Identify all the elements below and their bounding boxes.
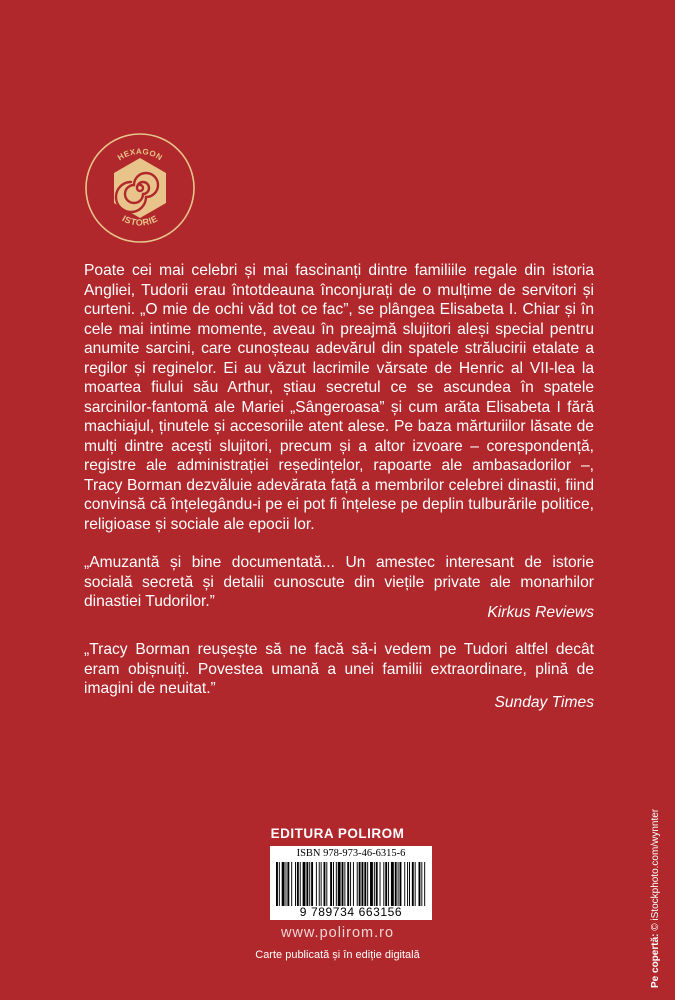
book-description: Poate cei mai celebri și mai fascinanți dintre familiile regale din istoria Angliei, Tudorii erau întotdeauna înconjurați de o mulțime de servitori și curteni. „O mie de ochi văd tot ce fac”, se plângea Elisabeta I. Chiar și în cele mai intime momente, aveau în preajmă slujitori aleși special pentru anumite sarcini, care cunoșteau adevărul din spatele strălucirii etalate a regilor și reginelor. Ei au văzut lacrimile vărsate de Henric al VII-lea la moartea fiului său Arthur, știau secretul ce se ascundea în spatele sarcinilor-fantomă ale Mariei „Sângeroasa” și cum arăta Elisabeta I fără machiajul, ținutele și accesoriile atent alese. Pe baza mărturiilor lăsate de mulți dintre acești slujitori, precum și a altor izvoare – corespondență, registre ale administrației reședințelor, rapoarte ale ambasadorilor –, Tracy Borman dezvăluie adevărata față a membrilor celebrei dinastii, fiind convinsă că înțelegându-i pe ei pot fi înțelese pe deplin tulburările politice, religioase și sociale ale epocii lor. xyxy=(84,262,594,533)
barcode-bar xyxy=(309,862,310,906)
barcode-bar xyxy=(404,862,405,906)
barcode-bar xyxy=(385,862,387,906)
barcode-bar xyxy=(336,862,337,906)
barcode-bar xyxy=(338,862,341,906)
barcode-bar xyxy=(383,862,384,906)
cover-credit xyxy=(650,809,661,988)
review-source-1: Kirkus Reviews xyxy=(487,604,594,621)
cover-credit-text: © iStockphoto.com/wynnter xyxy=(650,808,661,931)
barcode-bar xyxy=(421,862,422,906)
barcode-bar xyxy=(388,862,389,906)
barcode-bar xyxy=(357,862,358,906)
digital-edition-note: Carte publicată și în ediție digitală xyxy=(255,949,420,961)
barcode-bar xyxy=(364,862,366,906)
barcode-bar xyxy=(359,862,361,906)
hexagon-logo-icon xyxy=(84,132,196,244)
barcode-bar xyxy=(400,862,402,906)
review-source-2: Sunday Times xyxy=(494,694,594,711)
barcode-bar xyxy=(342,862,344,906)
review-quote-2: „Tracy Borman reușește să ne facă să-i vedem pe Tudori altfel decât eram obișnuiți. Povestea umană a unei familii extraordinare, plină de imagini de neuitat.” xyxy=(84,641,594,697)
isbn-text: ISBN 978-973-46-6315-6 xyxy=(296,848,406,859)
barcode-bar xyxy=(330,862,332,906)
barcode-bar xyxy=(398,862,399,906)
barcode-bar xyxy=(419,862,421,906)
barcode-bar xyxy=(321,862,322,906)
barcode-bar xyxy=(326,862,327,906)
publisher-name: EDITURA POLIROM xyxy=(270,826,405,841)
review-quote-1: „Amuzantă și bine documentată... Un amestec interesant de istorie socială secretă și detalii cunoscute din viețile private ale monarhilor dinastiei Tudorilor.” xyxy=(84,554,594,610)
barcode-bar xyxy=(295,862,296,906)
barcode-bar xyxy=(350,862,351,906)
barcode-bar xyxy=(415,862,416,906)
barcode-bar xyxy=(319,862,320,906)
barcode-bar xyxy=(407,862,408,906)
barcode-bar xyxy=(324,862,326,906)
barcode-bar xyxy=(279,862,280,906)
barcode-bar xyxy=(362,862,364,906)
barcode-digits: 9 789734 663156 xyxy=(299,905,403,919)
cover-credit-label: Pe copertă: xyxy=(650,933,661,988)
barcode-bar xyxy=(306,862,308,906)
barcode-bar xyxy=(374,862,375,906)
barcode-bar xyxy=(291,862,292,906)
barcode-bar xyxy=(370,862,373,906)
barcode-bars xyxy=(276,862,426,906)
hexagon-istorie-logo xyxy=(84,132,196,244)
barcode-bar xyxy=(395,862,397,906)
barcode-bar xyxy=(347,862,349,906)
barcode-bar xyxy=(300,862,301,906)
logo-top-text: HEXAGON xyxy=(116,146,164,163)
barcode-bar xyxy=(380,862,381,906)
barcode-bar xyxy=(353,862,354,906)
barcode-bar xyxy=(316,862,317,906)
barcode-bar xyxy=(311,862,313,906)
barcode-bar xyxy=(344,862,345,906)
isbn-barcode xyxy=(270,846,432,920)
barcode-bar xyxy=(333,862,334,906)
barcode-bar xyxy=(286,862,287,906)
logo-bottom-text: ISTORIE xyxy=(120,213,160,228)
barcode-bar xyxy=(282,862,285,906)
publisher-website[interactable]: www.polirom.ro xyxy=(280,925,395,941)
barcode-bar xyxy=(276,862,278,906)
barcode-bar xyxy=(391,862,394,906)
barcode-bar xyxy=(367,862,368,906)
barcode-bar xyxy=(412,862,414,906)
barcode-bar xyxy=(303,862,306,906)
barcode-bar xyxy=(287,862,289,906)
barcode-bar xyxy=(424,862,425,906)
barcode-bar xyxy=(297,862,299,906)
barcode-bar xyxy=(376,862,378,906)
barcode-bar xyxy=(409,862,410,906)
